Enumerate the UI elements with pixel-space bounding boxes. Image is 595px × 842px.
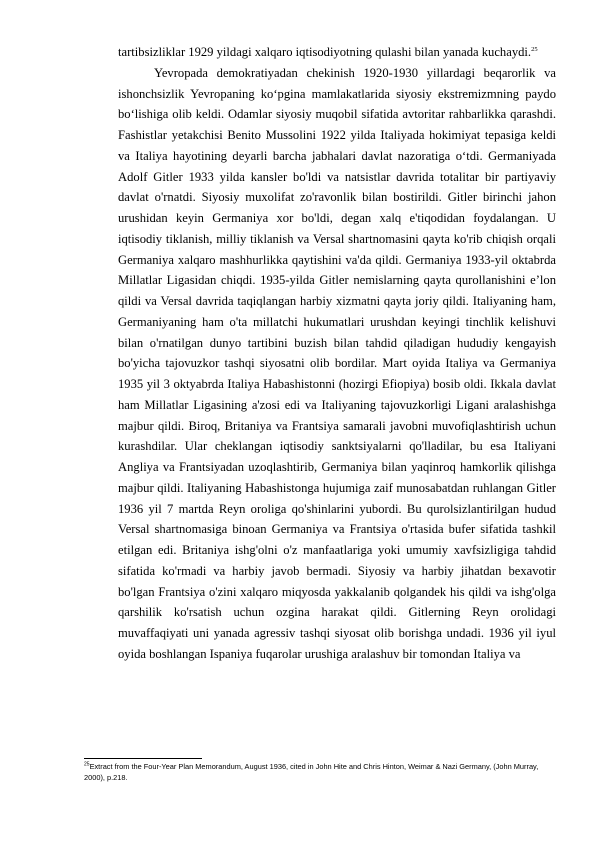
footnote-reference[interactable]: 25 [531,45,538,53]
paragraph-1-text: tartibsizliklar 1929 yildagi xalqaro iqtisodiyotning qulashi bilan yanada kuchaydi. [118,45,532,59]
footnote [84,762,556,783]
footnote-divider [84,758,202,759]
paragraph-1 [118,42,556,63]
footnote-number: 25 [84,761,90,768]
main-text [118,42,556,665]
paragraph-2: Yevropada demokratiyadan chekinish 1920-1930 yillardagi beqarorlik va ishonchsizlik Yevropaning ko‘pgina mamlakatlarida siyosiy ekstremizmning paydo bo‘lishiga olib keldi. Odamlar siyosiy muqobil sifatida avtoritar rahbarlikka qarashdi. Fashistlar yetakchisi Benito Mussolini 1922 yilda Italiyada hokimiyat tepasiga keldi va Italiya hayotining deyarli barcha jabhalari davlat nazoratiga o‘tdi. Germaniyada Adolf Gitler 1933 yilda kansler bo'ldi va natsistlar davrida totalitar bir partiyaviy davlat o'rnatdi. Siyosiy muxolifat zo'ravonlik bilan bostirildi. Gitler birinchi jahon urushidan keyin Germaniya xor bo'ldi, degan xalq e'tiqodidan foydalangan. U iqtisodiy tiklanish, milliy tiklanish va Versal shartnomasini qayta ko'rib chiqish orqali Germaniya xalqaro mashhurlikka qaytishini va'da qildi. Germaniya 1933-yil oktabrda Millatlar Ligasidan chiqdi. 1935-yilda Gitler nemislarning qayta qurollanishini e’lon qildi va Versal davrida taqiqlangan harbiy xizmatni qayta joriy qildi. Italiyaning ham, Germaniyaning ham o'ta millatchi hukumatlari urushdan keyingi tinchlik kelishuvi bilan o'rnatilgan dunyo tartibini buzish bilan tahdid qiladigan hududiy kengayish bo'yicha tajovuzkor tashqi siyosatni olib bordilar. Mart oyida Italiya va Germaniya 1935 yil 3 oktyabrda Italiya Habashistonni (hozirgi Efiopiya) bosib oldi. Ikkala davlat ham Millatlar Ligasining a'zosi edi va Italiyaning tajovuzkorligi Ligani aralashishga majbur qildi. Biroq, Britaniya va Frantsiya samarali javobni muvofiqlashtirish uchun kurashdilar. Ular cheklangan iqtisodiy sanktsiyalarni qo'lladilar, bu esa Italiyani Angliya va Frantsiyadan uzoqlashtirib, Germaniya bilan yaqinroq hamkorlik qilishga majbur qildi. Italiyaning Habashistonga hujumiga zaif munosabatdan ruhlangan Gitler 1936 yil 7 martda Reyn oroliga qo'shinlarini yubordi. Bu qurolsizlantirilgan hudud Versal shartnomasiga binoan Germaniya va Frantsiya o'rtasida bufer sifatida tashkil etilgan edi. Britaniya ishg'olni o'z manfaatlariga yoki umumiy xavfsizligiga tahdid sifatida ko'rmadi va harbiy javob bermadi. Siyosiy va harbiy jihatdan bexavotir bo'lgan Frantsiya o'zini xalqaro miqyosda yakkalanib qolgandek his qildi va ishg'olga qarshilik ko'rsatish uchun ozgina harakat qildi. Gitlerning Reyn orolidagi muvaffaqiyati uni yanada agressiv tashqi siyosat olib borishga undadi. 1936 yil iyul oyida boshlangan Ispaniya fuqarolar urushiga aralashuv bir tomondan Italiya va [118,65,556,661]
footnote-text: Extract from the Four-Year Plan Memorandum, August 1936, cited in John Hite and Chris Hinton, Weimar & Nazi Germany, (John Murray, 2000), p.218. [84,762,539,782]
